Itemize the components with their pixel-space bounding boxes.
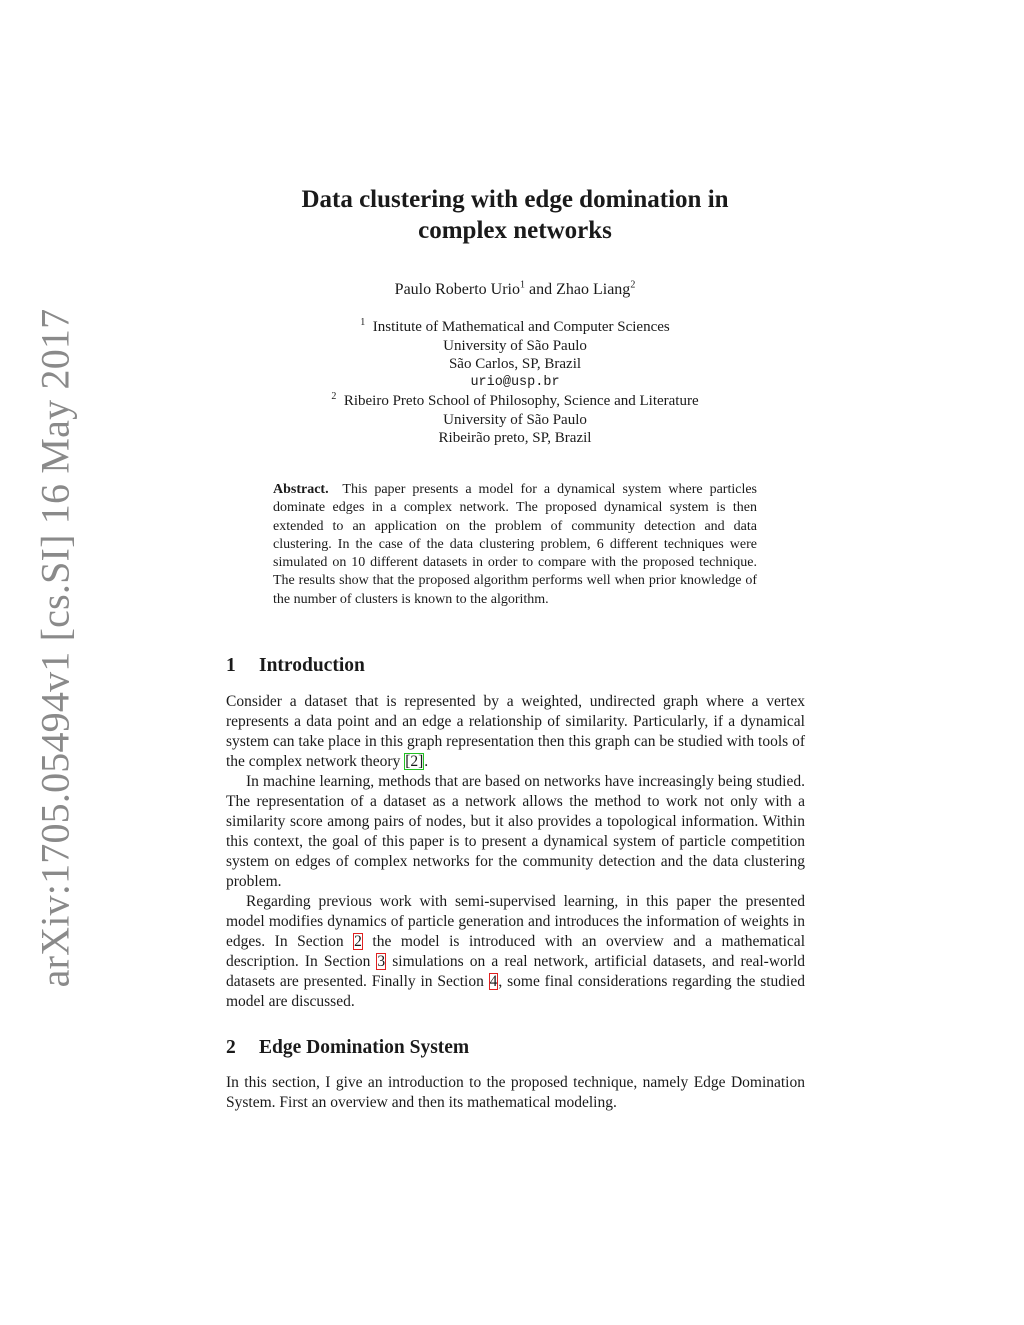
section-2-link[interactable]: 2 [354, 933, 362, 950]
abstract-text: This paper presents a model for a dynamical system where particles dominate edges in a complex network. The proposed dynamical system is then extended to an application on the problem of community detection and data clustering. In the case of the data clustering problem, 6 different techniques were simulated on 10 different datasets in order to compare with the proposed technique. The results show that the proposed algorithm performs well when prior knowledge of the number of clusters is known to the algorithm. [273, 482, 758, 607]
intro-p3-text-b: the model is introduced with an overview and a mathematical description. In Section [226, 933, 805, 970]
affil-2-line-3: Ribeirão preto, SP, Brazil [438, 430, 592, 446]
affil-1-line-1 [0, 318, 1024, 337]
section-4-link[interactable]: 4 [489, 973, 498, 990]
section-2-number: 2 [226, 1037, 236, 1058]
author-email[interactable]: urio@usp.br [470, 374, 560, 390]
section-2-title: Edge Domination System [259, 1037, 470, 1058]
intro-p3-text-c: simulations on a real network, artificial datasets, and real-world datasets are presented. Finally in Section [226, 953, 805, 990]
author-conj: and [525, 281, 557, 298]
intro-p1-end: . [424, 753, 429, 770]
section-1-heading [226, 655, 365, 677]
abstract-label: Abstract. [273, 482, 329, 497]
title-line-2: complex networks [418, 217, 612, 244]
intro-p1-text: Consider a dataset that is represented by a weighted, undirected graph where a vertex represents a data point and an edge a relationship of similarity. Particularly, if a dynamical system can take place in this graph representation then this graph can be studied with tools of the complex network theory [226, 693, 805, 770]
intro-p3-text-a: Regarding previous work with semi-supervised learning, in this paper the presented model modifies dynamics of particle generation and introduces the information of weights in edges. In Section [226, 893, 805, 950]
author-1-sup: 1 [520, 279, 525, 291]
section-1-body [226, 692, 805, 1012]
author-1: Paulo Roberto Urio [394, 281, 520, 298]
citation-link[interactable]: [2] [405, 753, 424, 770]
affil-2-name: Ribeiro Preto School of Philosophy, Science and Literature [343, 393, 699, 409]
affil-2-line-1 [0, 392, 1024, 411]
section-1-title: Introduction [259, 655, 365, 676]
section-3-link[interactable]: 3 [377, 953, 386, 970]
author-list [0, 281, 1024, 299]
author-2: Zhao Liang [556, 281, 631, 298]
affil-1-sup: 1 [360, 317, 366, 328]
section-1-number: 1 [226, 655, 236, 676]
affil-1-line-2: University of São Paulo [443, 337, 587, 354]
intro-p3-text-d: , some final considerations regarding the studied model are discussed. [226, 973, 805, 1010]
section-2-heading [226, 1037, 469, 1059]
author-2-sup: 2 [630, 279, 636, 291]
intro-paragraph-2: In machine learning, methods that are based on networks have increasingly being studied. The representation of a dataset as a network allows the method to work not only with a similarity score among pairs of nodes, but it also provides a topological information. Within this context, the goal of this paper is to present a dynamical system of particle competition system on edges of complex networks for the community detection and the data clustering problem. [226, 773, 805, 890]
abstract [273, 481, 757, 609]
affil-2-sup: 2 [331, 391, 337, 402]
section-2-paragraph-1: In this section, I give an introduction to the proposed technique, namely Edge Domination System. First an overview and then its mathematical modeling. [226, 1074, 805, 1111]
affil-1-line-3: São Carlos, SP, Brazil [448, 356, 582, 372]
arxiv-stamp-text: arXiv:1705.05494v1 [cs.SI] 16 May 2017 [32, 308, 78, 988]
affil-2-line-2: University of São Paulo [443, 411, 587, 428]
section-2-body [226, 1073, 805, 1113]
affiliations [0, 318, 1024, 448]
paper-title [0, 184, 1024, 246]
intro-paragraph-3 [226, 892, 805, 1012]
affil-1-name: Institute of Mathematical and Computer Sciences [372, 319, 670, 335]
title-line-1: Data clustering with edge domination in [301, 186, 729, 213]
intro-paragraph-1 [226, 692, 805, 772]
